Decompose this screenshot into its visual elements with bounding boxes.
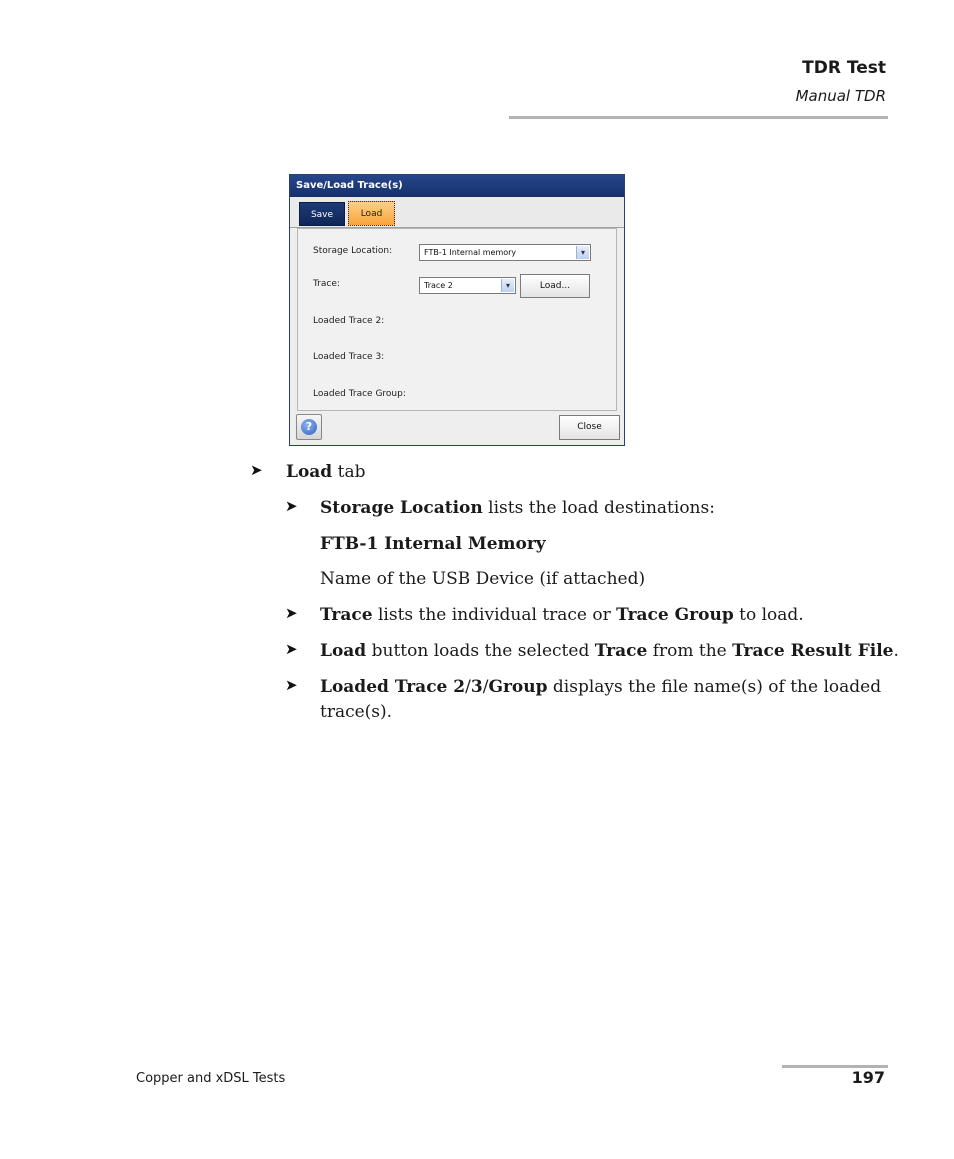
bullet-arrow-icon: ➤ (285, 497, 298, 515)
page-number: 197 (851, 1068, 885, 1087)
bullet-trace: Trace lists the individual trace or Trace Group to load. (320, 605, 804, 625)
storage-location-label: Storage Location: (313, 246, 393, 256)
help-button[interactable] (296, 414, 322, 440)
bullet-loaded-trace: Loaded Trace 2/3/Group displays the file name(s) of the loaded (320, 677, 882, 697)
bullet-load-button: Load button loads the selected Trace from the Trace Result File. (320, 641, 899, 661)
running-header-title: TDR Test (802, 58, 886, 78)
chevron-down-icon[interactable]: ▾ (576, 246, 589, 259)
tab-load[interactable]: Load (348, 201, 395, 226)
dialog-title: Save/Load Trace(s) (290, 175, 624, 197)
save-load-dialog (289, 174, 625, 446)
chevron-down-icon[interactable]: ▾ (501, 279, 514, 292)
bullet-arrow-icon: ➤ (285, 604, 298, 622)
trace-select[interactable] (419, 277, 516, 294)
loaded-trace-2-label: Loaded Trace 2: (313, 316, 385, 326)
bullet-storage-location: Storage Location lists the load destinations: (320, 498, 715, 518)
loaded-trace-group-label: Loaded Trace Group: (313, 389, 406, 399)
load-panel (297, 228, 617, 411)
trace-label: Trace: (313, 279, 340, 289)
close-button[interactable]: Close (559, 415, 620, 440)
loaded-trace-3-label: Loaded Trace 3: (313, 352, 385, 362)
footer-chapter-title: Copper and xDSL Tests (136, 1071, 286, 1086)
help-icon: ? (301, 419, 317, 435)
destination-usb-device: Name of the USB Device (if attached) (320, 569, 646, 589)
bullet-arrow-icon: ➤ (285, 676, 298, 694)
storage-location-select[interactable] (419, 244, 591, 261)
bullet-load-tab: Load tab (286, 462, 366, 482)
tab-save[interactable]: Save (299, 202, 345, 226)
trace-value: Trace 2 (424, 281, 453, 290)
bullet-arrow-icon: ➤ (250, 461, 263, 479)
storage-location-value: FTB-1 Internal memory (424, 248, 517, 257)
load-trace-button[interactable]: Load... (520, 274, 590, 298)
bullet-loaded-trace-line2: trace(s). (320, 702, 393, 722)
bullet-arrow-icon: ➤ (285, 640, 298, 658)
tab-bar (290, 197, 624, 228)
running-header-subtitle: Manual TDR (795, 87, 886, 105)
header-divider (509, 116, 888, 119)
destination-internal-memory: FTB-1 Internal Memory (320, 534, 546, 554)
